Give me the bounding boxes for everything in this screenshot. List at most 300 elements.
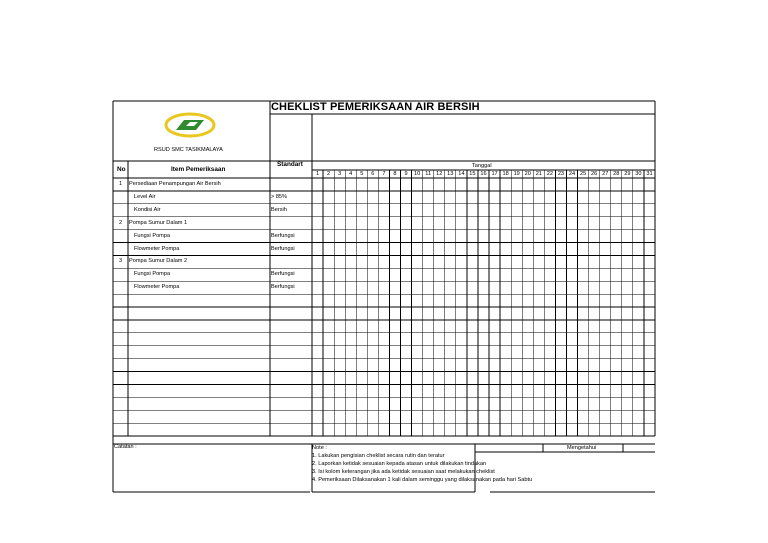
check-cell[interactable]: [467, 333, 478, 346]
check-cell[interactable]: [434, 384, 445, 397]
check-cell[interactable]: [367, 423, 378, 436]
check-cell[interactable]: [367, 320, 378, 333]
check-cell[interactable]: [434, 243, 445, 256]
check-cell[interactable]: [633, 255, 644, 268]
check-cell[interactable]: [533, 423, 544, 436]
check-cell[interactable]: [467, 359, 478, 372]
check-cell[interactable]: [589, 178, 600, 191]
check-cell[interactable]: [312, 320, 323, 333]
check-cell[interactable]: [345, 243, 356, 256]
check-cell[interactable]: [633, 268, 644, 281]
check-cell[interactable]: [401, 243, 412, 256]
check-cell[interactable]: [500, 410, 511, 423]
check-cell[interactable]: [456, 307, 467, 320]
check-cell[interactable]: [467, 204, 478, 217]
check-cell[interactable]: [312, 294, 323, 307]
check-cell[interactable]: [423, 255, 434, 268]
check-cell[interactable]: [378, 333, 389, 346]
check-cell[interactable]: [522, 178, 533, 191]
check-cell[interactable]: [323, 204, 334, 217]
check-cell[interactable]: [345, 359, 356, 372]
check-cell[interactable]: [345, 268, 356, 281]
check-cell[interactable]: [578, 268, 589, 281]
check-cell[interactable]: [589, 410, 600, 423]
check-cell[interactable]: [511, 423, 522, 436]
check-cell[interactable]: [522, 307, 533, 320]
check-cell[interactable]: [578, 243, 589, 256]
check-cell[interactable]: [633, 359, 644, 372]
check-cell[interactable]: [611, 268, 622, 281]
check-cell[interactable]: [578, 333, 589, 346]
check-cell[interactable]: [334, 255, 345, 268]
check-cell[interactable]: [600, 320, 611, 333]
check-cell[interactable]: [533, 281, 544, 294]
check-cell[interactable]: [367, 243, 378, 256]
check-cell[interactable]: [533, 359, 544, 372]
check-cell[interactable]: [500, 217, 511, 230]
check-cell[interactable]: [544, 384, 555, 397]
check-cell[interactable]: [522, 268, 533, 281]
check-cell[interactable]: [356, 307, 367, 320]
check-cell[interactable]: [412, 359, 423, 372]
check-cell[interactable]: [522, 423, 533, 436]
check-cell[interactable]: [633, 230, 644, 243]
check-cell[interactable]: [500, 397, 511, 410]
check-cell[interactable]: [600, 294, 611, 307]
check-cell[interactable]: [434, 217, 445, 230]
check-cell[interactable]: [334, 178, 345, 191]
check-cell[interactable]: [566, 204, 577, 217]
check-cell[interactable]: [467, 397, 478, 410]
check-cell[interactable]: [356, 372, 367, 385]
check-cell[interactable]: [345, 333, 356, 346]
check-cell[interactable]: [611, 230, 622, 243]
check-cell[interactable]: [401, 423, 412, 436]
check-cell[interactable]: [312, 204, 323, 217]
check-cell[interactable]: [445, 243, 456, 256]
check-cell[interactable]: [312, 384, 323, 397]
check-cell[interactable]: [622, 204, 633, 217]
check-cell[interactable]: [533, 346, 544, 359]
check-cell[interactable]: [467, 320, 478, 333]
check-cell[interactable]: [434, 359, 445, 372]
check-cell[interactable]: [611, 384, 622, 397]
check-cell[interactable]: [389, 178, 400, 191]
check-cell[interactable]: [423, 333, 434, 346]
check-cell[interactable]: [345, 372, 356, 385]
check-cell[interactable]: [622, 397, 633, 410]
check-cell[interactable]: [334, 230, 345, 243]
check-cell[interactable]: [445, 191, 456, 204]
check-cell[interactable]: [578, 346, 589, 359]
check-cell[interactable]: [412, 384, 423, 397]
check-cell[interactable]: [434, 268, 445, 281]
check-cell[interactable]: [456, 423, 467, 436]
check-cell[interactable]: [600, 255, 611, 268]
check-cell[interactable]: [401, 384, 412, 397]
check-cell[interactable]: [356, 281, 367, 294]
check-cell[interactable]: [345, 410, 356, 423]
check-cell[interactable]: [456, 243, 467, 256]
check-cell[interactable]: [456, 217, 467, 230]
check-cell[interactable]: [401, 281, 412, 294]
check-cell[interactable]: [434, 346, 445, 359]
check-cell[interactable]: [478, 372, 489, 385]
check-cell[interactable]: [434, 410, 445, 423]
check-cell[interactable]: [478, 178, 489, 191]
check-cell[interactable]: [401, 397, 412, 410]
check-cell[interactable]: [312, 346, 323, 359]
check-cell[interactable]: [566, 333, 577, 346]
check-cell[interactable]: [500, 320, 511, 333]
check-cell[interactable]: [367, 230, 378, 243]
check-cell[interactable]: [633, 384, 644, 397]
check-cell[interactable]: [578, 191, 589, 204]
check-cell[interactable]: [423, 204, 434, 217]
check-cell[interactable]: [312, 397, 323, 410]
check-cell[interactable]: [566, 384, 577, 397]
check-cell[interactable]: [644, 230, 655, 243]
check-cell[interactable]: [323, 178, 334, 191]
check-cell[interactable]: [367, 294, 378, 307]
check-cell[interactable]: [600, 333, 611, 346]
check-cell[interactable]: [367, 217, 378, 230]
check-cell[interactable]: [312, 178, 323, 191]
check-cell[interactable]: [589, 397, 600, 410]
check-cell[interactable]: [423, 281, 434, 294]
check-cell[interactable]: [600, 217, 611, 230]
check-cell[interactable]: [356, 255, 367, 268]
check-cell[interactable]: [555, 178, 566, 191]
check-cell[interactable]: [522, 372, 533, 385]
check-cell[interactable]: [522, 320, 533, 333]
check-cell[interactable]: [323, 268, 334, 281]
check-cell[interactable]: [600, 423, 611, 436]
check-cell[interactable]: [622, 359, 633, 372]
check-cell[interactable]: [489, 243, 500, 256]
check-cell[interactable]: [467, 268, 478, 281]
check-cell[interactable]: [323, 333, 334, 346]
check-cell[interactable]: [489, 372, 500, 385]
check-cell[interactable]: [345, 204, 356, 217]
check-cell[interactable]: [489, 191, 500, 204]
check-cell[interactable]: [589, 268, 600, 281]
check-cell[interactable]: [445, 359, 456, 372]
check-cell[interactable]: [511, 243, 522, 256]
check-cell[interactable]: [578, 384, 589, 397]
check-cell[interactable]: [522, 359, 533, 372]
check-cell[interactable]: [356, 178, 367, 191]
check-cell[interactable]: [578, 255, 589, 268]
check-cell[interactable]: [578, 230, 589, 243]
check-cell[interactable]: [434, 178, 445, 191]
check-cell[interactable]: [478, 423, 489, 436]
check-cell[interactable]: [434, 281, 445, 294]
check-cell[interactable]: [412, 346, 423, 359]
check-cell[interactable]: [589, 255, 600, 268]
check-cell[interactable]: [611, 178, 622, 191]
check-cell[interactable]: [622, 230, 633, 243]
check-cell[interactable]: [445, 217, 456, 230]
check-cell[interactable]: [500, 268, 511, 281]
check-cell[interactable]: [566, 191, 577, 204]
check-cell[interactable]: [467, 230, 478, 243]
check-cell[interactable]: [578, 410, 589, 423]
check-cell[interactable]: [334, 217, 345, 230]
check-cell[interactable]: [356, 243, 367, 256]
check-cell[interactable]: [467, 372, 478, 385]
check-cell[interactable]: [489, 333, 500, 346]
check-cell[interactable]: [511, 320, 522, 333]
check-cell[interactable]: [389, 268, 400, 281]
check-cell[interactable]: [378, 217, 389, 230]
check-cell[interactable]: [522, 204, 533, 217]
check-cell[interactable]: [423, 410, 434, 423]
check-cell[interactable]: [367, 384, 378, 397]
check-cell[interactable]: [456, 178, 467, 191]
check-cell[interactable]: [500, 281, 511, 294]
check-cell[interactable]: [555, 384, 566, 397]
check-cell[interactable]: [511, 217, 522, 230]
check-cell[interactable]: [456, 320, 467, 333]
check-cell[interactable]: [644, 178, 655, 191]
check-cell[interactable]: [511, 281, 522, 294]
check-cell[interactable]: [544, 307, 555, 320]
check-cell[interactable]: [367, 359, 378, 372]
check-cell[interactable]: [489, 346, 500, 359]
check-cell[interactable]: [445, 346, 456, 359]
check-cell[interactable]: [555, 423, 566, 436]
check-cell[interactable]: [489, 230, 500, 243]
check-cell[interactable]: [578, 217, 589, 230]
check-cell[interactable]: [533, 333, 544, 346]
check-cell[interactable]: [589, 423, 600, 436]
check-cell[interactable]: [412, 410, 423, 423]
check-cell[interactable]: [378, 346, 389, 359]
check-cell[interactable]: [555, 217, 566, 230]
check-cell[interactable]: [622, 384, 633, 397]
check-cell[interactable]: [589, 230, 600, 243]
check-cell[interactable]: [445, 423, 456, 436]
check-cell[interactable]: [378, 397, 389, 410]
check-cell[interactable]: [334, 333, 345, 346]
check-cell[interactable]: [500, 178, 511, 191]
check-cell[interactable]: [522, 294, 533, 307]
check-cell[interactable]: [367, 333, 378, 346]
check-cell[interactable]: [633, 217, 644, 230]
check-cell[interactable]: [478, 307, 489, 320]
check-cell[interactable]: [644, 423, 655, 436]
check-cell[interactable]: [345, 320, 356, 333]
check-cell[interactable]: [478, 230, 489, 243]
check-cell[interactable]: [611, 359, 622, 372]
check-cell[interactable]: [412, 268, 423, 281]
check-cell[interactable]: [611, 346, 622, 359]
check-cell[interactable]: [544, 191, 555, 204]
check-cell[interactable]: [522, 217, 533, 230]
check-cell[interactable]: [367, 346, 378, 359]
check-cell[interactable]: [434, 307, 445, 320]
check-cell[interactable]: [489, 410, 500, 423]
check-cell[interactable]: [555, 307, 566, 320]
check-cell[interactable]: [356, 217, 367, 230]
check-cell[interactable]: [378, 384, 389, 397]
check-cell[interactable]: [566, 359, 577, 372]
check-cell[interactable]: [389, 384, 400, 397]
check-cell[interactable]: [478, 281, 489, 294]
check-cell[interactable]: [611, 410, 622, 423]
check-cell[interactable]: [434, 204, 445, 217]
check-cell[interactable]: [389, 217, 400, 230]
check-cell[interactable]: [600, 178, 611, 191]
check-cell[interactable]: [478, 333, 489, 346]
check-cell[interactable]: [578, 307, 589, 320]
check-cell[interactable]: [312, 359, 323, 372]
check-cell[interactable]: [555, 243, 566, 256]
check-cell[interactable]: [544, 423, 555, 436]
check-cell[interactable]: [555, 320, 566, 333]
check-cell[interactable]: [378, 281, 389, 294]
check-cell[interactable]: [367, 268, 378, 281]
check-cell[interactable]: [323, 255, 334, 268]
check-cell[interactable]: [533, 320, 544, 333]
check-cell[interactable]: [511, 384, 522, 397]
check-cell[interactable]: [434, 320, 445, 333]
check-cell[interactable]: [445, 307, 456, 320]
check-cell[interactable]: [633, 397, 644, 410]
check-cell[interactable]: [456, 191, 467, 204]
check-cell[interactable]: [500, 384, 511, 397]
check-cell[interactable]: [611, 372, 622, 385]
check-cell[interactable]: [345, 397, 356, 410]
check-cell[interactable]: [345, 178, 356, 191]
check-cell[interactable]: [478, 397, 489, 410]
check-cell[interactable]: [511, 333, 522, 346]
check-cell[interactable]: [511, 410, 522, 423]
check-cell[interactable]: [412, 397, 423, 410]
check-cell[interactable]: [589, 359, 600, 372]
check-cell[interactable]: [467, 423, 478, 436]
check-cell[interactable]: [511, 397, 522, 410]
check-cell[interactable]: [323, 372, 334, 385]
check-cell[interactable]: [412, 191, 423, 204]
check-cell[interactable]: [445, 230, 456, 243]
check-cell[interactable]: [644, 320, 655, 333]
check-cell[interactable]: [345, 281, 356, 294]
check-cell[interactable]: [489, 217, 500, 230]
check-cell[interactable]: [401, 178, 412, 191]
check-cell[interactable]: [412, 243, 423, 256]
check-cell[interactable]: [423, 268, 434, 281]
check-cell[interactable]: [323, 230, 334, 243]
check-cell[interactable]: [578, 423, 589, 436]
check-cell[interactable]: [467, 307, 478, 320]
check-cell[interactable]: [566, 178, 577, 191]
check-cell[interactable]: [533, 191, 544, 204]
check-cell[interactable]: [489, 268, 500, 281]
check-cell[interactable]: [389, 410, 400, 423]
check-cell[interactable]: [323, 294, 334, 307]
check-cell[interactable]: [544, 320, 555, 333]
check-cell[interactable]: [323, 410, 334, 423]
check-cell[interactable]: [611, 333, 622, 346]
check-cell[interactable]: [500, 255, 511, 268]
check-cell[interactable]: [622, 281, 633, 294]
check-cell[interactable]: [389, 307, 400, 320]
check-cell[interactable]: [423, 359, 434, 372]
check-cell[interactable]: [378, 191, 389, 204]
check-cell[interactable]: [489, 178, 500, 191]
check-cell[interactable]: [555, 191, 566, 204]
check-cell[interactable]: [423, 217, 434, 230]
check-cell[interactable]: [467, 255, 478, 268]
check-cell[interactable]: [456, 397, 467, 410]
check-cell[interactable]: [323, 281, 334, 294]
check-cell[interactable]: [611, 307, 622, 320]
check-cell[interactable]: [589, 333, 600, 346]
check-cell[interactable]: [478, 191, 489, 204]
check-cell[interactable]: [467, 294, 478, 307]
check-cell[interactable]: [367, 191, 378, 204]
check-cell[interactable]: [423, 178, 434, 191]
check-cell[interactable]: [511, 255, 522, 268]
check-cell[interactable]: [412, 307, 423, 320]
check-cell[interactable]: [511, 191, 522, 204]
check-cell[interactable]: [323, 384, 334, 397]
check-cell[interactable]: [511, 359, 522, 372]
check-cell[interactable]: [589, 372, 600, 385]
check-cell[interactable]: [456, 346, 467, 359]
check-cell[interactable]: [566, 320, 577, 333]
check-cell[interactable]: [389, 230, 400, 243]
check-cell[interactable]: [378, 178, 389, 191]
check-cell[interactable]: [644, 255, 655, 268]
check-cell[interactable]: [356, 230, 367, 243]
check-cell[interactable]: [589, 204, 600, 217]
check-cell[interactable]: [378, 243, 389, 256]
check-cell[interactable]: [555, 268, 566, 281]
check-cell[interactable]: [378, 359, 389, 372]
check-cell[interactable]: [334, 320, 345, 333]
check-cell[interactable]: [644, 384, 655, 397]
check-cell[interactable]: [434, 372, 445, 385]
check-cell[interactable]: [401, 255, 412, 268]
check-cell[interactable]: [389, 359, 400, 372]
check-cell[interactable]: [555, 230, 566, 243]
check-cell[interactable]: [345, 423, 356, 436]
check-cell[interactable]: [334, 410, 345, 423]
check-cell[interactable]: [644, 333, 655, 346]
check-cell[interactable]: [434, 397, 445, 410]
check-cell[interactable]: [356, 346, 367, 359]
check-cell[interactable]: [312, 333, 323, 346]
check-cell[interactable]: [356, 423, 367, 436]
check-cell[interactable]: [555, 372, 566, 385]
check-cell[interactable]: [633, 423, 644, 436]
check-cell[interactable]: [589, 294, 600, 307]
check-cell[interactable]: [367, 255, 378, 268]
check-cell[interactable]: [312, 281, 323, 294]
check-cell[interactable]: [312, 410, 323, 423]
check-cell[interactable]: [600, 243, 611, 256]
check-cell[interactable]: [423, 372, 434, 385]
check-cell[interactable]: [644, 359, 655, 372]
check-cell[interactable]: [566, 346, 577, 359]
check-cell[interactable]: [401, 320, 412, 333]
check-cell[interactable]: [500, 359, 511, 372]
check-cell[interactable]: [611, 294, 622, 307]
check-cell[interactable]: [622, 333, 633, 346]
